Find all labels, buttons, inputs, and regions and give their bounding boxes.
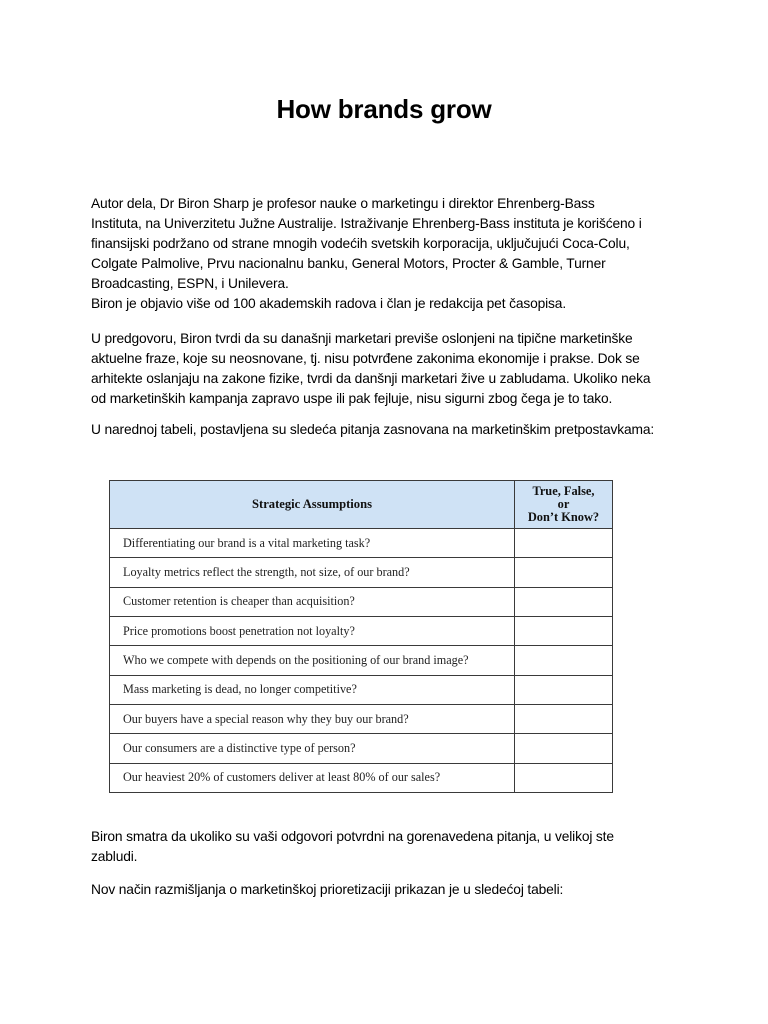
answer-cell [515, 675, 613, 704]
assumption-cell: Mass marketing is dead, no longer competitive? [110, 675, 515, 704]
assumption-cell: Our consumers are a distinctive type of person? [110, 734, 515, 763]
author-paragraph [91, 194, 681, 314]
assumption-cell: Our buyers have a special reason why they buy our brand? [110, 704, 515, 733]
assumption-cell: Who we compete with depends on the positioning of our brand image? [110, 646, 515, 675]
table-row [110, 529, 613, 558]
answer-cell [515, 734, 613, 763]
text-line: Biron smatra da ukoliko su vaši odgovori potvrdni na gorenavedena pitanja, u velikoj ste [91, 829, 614, 844]
header-answer-line: True, False, [532, 484, 595, 498]
answer-cell [515, 616, 613, 645]
text-line: zabludi. [91, 849, 138, 864]
new-way-paragraph [91, 880, 681, 900]
answer-cell [515, 704, 613, 733]
text-line: od marketinških kampanja zapravo uspe ili pak fejluje, nisu sigurni zbog čega je to tako. [91, 391, 613, 406]
table-row [110, 616, 613, 645]
text-line: aktuelne fraze, koje su neosnovane, tj. nisu potvrđene zakonima ekonomije i prakse. Dok se [91, 351, 640, 366]
answer-cell [515, 763, 613, 792]
table-row [110, 587, 613, 616]
answer-cell [515, 587, 613, 616]
answer-cell [515, 529, 613, 558]
conclusion-paragraph [91, 827, 681, 867]
assumption-cell: Differentiating our brand is a vital marketing task? [110, 529, 515, 558]
text-line: U predgovoru, Biron tvrdi da su današnji marketari previše oslonjeni na tipične marketinške [91, 331, 633, 346]
table-row [110, 763, 613, 792]
answer-cell [515, 646, 613, 675]
assumptions-table-figure [109, 480, 611, 793]
header-answer-line: or [557, 497, 570, 511]
text-line: Colgate Palmolive, Prvu nacionalnu banku, General Motors, Procter & Gamble, Turner [91, 256, 606, 271]
text-line: Instituta, na Univerzitetu Južne Australije. Istraživanje Ehrenberg-Bass instituta je korišćeno i [91, 216, 642, 231]
text-line: arhitekte oslanjaju na zakone fizike, tvrdi da danšnji marketari žive u zabludama. Ukoliko neka [91, 371, 651, 386]
table-header-row [110, 481, 613, 529]
text-line: finansijski podržano od strane mnogih vodećih svetskih korporacija, uključujući Coca-Colu, [91, 236, 630, 251]
header-answer [515, 481, 613, 529]
table-row [110, 704, 613, 733]
text-line: Broadcasting, ESPN, i Unilevera. [91, 276, 289, 291]
document-title: How brands grow [276, 94, 492, 124]
answer-cell [515, 558, 613, 587]
text-line: U narednoj tabeli, postavljena su sledeća pitanja zasnovana na marketinškim pretpostavkama: [91, 422, 655, 437]
text-line: Biron je objavio više od 100 akademskih radova i član je redakcija pet časopisa. [91, 296, 567, 311]
table-intro-paragraph [91, 420, 681, 440]
text-line: Nov način razmišljanja o marketinškoj prioretizaciji prikazan je u sledećoj tabeli: [91, 882, 564, 897]
table-row [110, 734, 613, 763]
header-answer-line: Don’t Know? [527, 510, 600, 524]
table-row [110, 675, 613, 704]
assumption-cell: Price promotions boost penetration not loyalty? [110, 616, 515, 645]
header-strategic-assumptions: Strategic Assumptions [110, 481, 515, 529]
table-row [110, 646, 613, 675]
preface-paragraph [91, 329, 681, 409]
assumptions-table [109, 480, 613, 793]
assumption-cell: Our heaviest 20% of customers deliver at least 80% of our sales? [110, 763, 515, 792]
text-line: Autor dela, Dr Biron Sharp je profesor nauke o marketingu i direktor Ehrenberg-Bass [91, 196, 595, 211]
table-row [110, 558, 613, 587]
assumption-cell: Customer retention is cheaper than acquisition? [110, 587, 515, 616]
assumption-cell: Loyalty metrics reflect the strength, not size, of our brand? [110, 558, 515, 587]
